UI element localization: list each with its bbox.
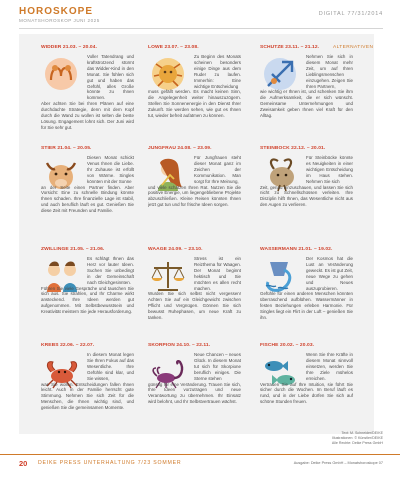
sign-text: Zeit, genau hinzuschauen, und lassen Sie sich nicht zu Schnellschüssen verleiten. Ihre Disziplin hilft Ihnen, das Wesentliche nicht aus den Augen zu verlieren.	[260, 184, 353, 208]
sign-card-virgo	[148, 146, 241, 233]
sign-title: FISCHE 20.02. – 20.03.	[260, 343, 315, 348]
sign-intro: Der Kosmos hat die Lust an Veränderung geweckt. Es ist gut Zeit, neue Wege zu gehen und Neues auszuprobieren.	[306, 256, 353, 291]
sign-text: Gefühle für einen anderen Menschen könnten überraschend aufblühen. Wassermänner in festen Beziehungen erleben Harmonie. Für Singles liegt ein Flirt in der Luft – genießen Sie ihn.	[260, 291, 353, 321]
sign-text: Führen Sie viele Gespräche und tauschen Sie sich aus. Sie strahlen, und Ihr Charme wirkt ansteckend. Ihre Ideen werden gut aufgenommen. Mit Selbstbewusstsein und Kreativität meistern Sie jede Herausforderung.	[41, 285, 134, 315]
sign-text: was Sie wollen. Entscheidungen fallen Ihnen leicht. Auch in der Familie herrscht gute Stimmung. Nehmen Sie sich Zeit für die Menschen, die Ihnen wichtig sind, und genießen Sie die gemeinsamen Momente.	[41, 381, 134, 411]
sign-title: WASSERMANN 21.01. – 19.02.	[260, 247, 333, 252]
sign-title: SKORPION 24.10. – 22.11.	[148, 343, 211, 348]
page-title: HOROSKOPE	[19, 6, 94, 17]
sign-title: STEINBOCK 22.12. – 20.01.	[260, 146, 326, 151]
sign-card-capricorn	[260, 146, 353, 233]
sign-text: Vertrauen Sie auf Ihre Intuition, sie führt Sie sicher durch die Wochen. Im Beruf läuft es rund, und in der Liebe dürfen Sie sich auf schöne Stunden freuen.	[260, 381, 353, 405]
sign-intro: Wenn Sie Ihre Kräfte in diesem Monat sinnvoll einsetzen, werden Sie Ihre Ziele mühelos erreichen.	[306, 352, 353, 381]
sign-intro: Neue Chancen – neues Glück. In diesem Monat tut sich für Skorpione beruflich einiges. Die Sterne stehen	[194, 352, 241, 381]
sign-card-taurus	[41, 146, 134, 233]
sign-card-libra	[148, 247, 241, 334]
footer-imprint: Ausgabe: Deike Press GmbH – Monatshoroskope 07	[293, 461, 383, 465]
page-number: 20	[19, 459, 28, 468]
sign-intro: Für Jungfrauen steht dieser Monat ganz im Zeichen der Kommunikation. Man sorgt für Ihre Meinung,	[194, 155, 241, 184]
sign-title: ZWILLINGE 21.05. – 21.06.	[41, 247, 105, 252]
credit-line: Text: M. Schneider/DEIKE	[341, 431, 383, 435]
sign-text: günstig für eine Veränderung. Trauen Sie sich, Ihre Ideen vorzutragen und neue Verantwortung zu übernehmen. Ihr Einsatz wird belohnt, und Ihr Selbstvertrauen wächst.	[148, 381, 241, 405]
sign-intro: Stress ist ein Reizthema für Waagen. Der Monat beginnt hektisch und Sie möchten es allen recht machen.	[194, 256, 241, 291]
sign-text: Aber achten Sie bei Ihren Plänen auf eine durchdachte Strategie, denn mit dem Kopf durch die Wand zu wollen ist selten die beste Lösung. Engagement lohnt sich. Der Juni wird für Sie sehr gut.	[41, 101, 134, 130]
sign-intro: In diesem Monat legen Sie Ihren Fokus auf das Wesentliche. Ihre Gefühle sind klar, und Sie wissen,	[87, 352, 134, 381]
sign-card-pisces	[260, 343, 353, 430]
page-subtitle: MONATSHOROSKOP JUNI 2025	[19, 18, 100, 23]
image-credits	[332, 431, 383, 446]
sign-text: und viele schätzen Ihren Rat. Nutzen Sie die positive Energie, um liegengebliebene Projekte abzuschließen. Kleine Reisen könnten Ihnen jetzt gut tun und für frische Ideen sorgen.	[148, 184, 241, 208]
sign-intro: Voller Tatendrang und kraftstrotzend stürmt das Widder-Kind in den Monat. Sie fühlen sich gut und haben das Gefühl, alles Große könnte zu Ihnen kommen.	[87, 54, 134, 101]
sign-title: LÖWE 23.07. – 23.08.	[148, 45, 199, 50]
header-issue-label: DIGITAL 77/31/2014	[318, 11, 383, 17]
sign-title: JUNGFRAU 24.08. – 23.09.	[148, 146, 212, 151]
sign-intro: Es schlägt Ihnen das Herz vor lauter Ideen. Suchen Sie unbedingt in der Gemeinschaft nach Gleichgesinnten.	[87, 256, 134, 285]
sign-title: KREBS 22.06. – 22.07.	[41, 343, 95, 348]
sign-text: Wurden Sie sich selbst nicht vergessen! Achten Sie auf ein Gleichgewicht zwischen Pflicht und Vergnügen. Gönnen Sie sich bewusst Ruhephasen, um neue Kraft zu tanken.	[148, 291, 241, 321]
sign-intro: Zu Beginn des Monats scheinen besonders einige Dinge aus dem Ruder zu laufen. Immerhin: Eine wichtige Entscheidung	[194, 54, 241, 89]
header-divider	[19, 28, 383, 29]
sidebar-label: ALTERNATIVEN	[333, 45, 374, 50]
credit-line: Illustrationen: © Künstler/DEIKE	[332, 436, 383, 440]
sign-card-scorpio	[148, 343, 241, 430]
sign-card-aquarius	[260, 247, 353, 334]
sign-title: SCHÜTZE 23.11. – 21.12.	[260, 45, 320, 50]
sign-title: STIER 21.04. – 20.05.	[41, 146, 92, 151]
sign-title: WIDDER 21.03. – 20.04.	[41, 45, 98, 50]
sign-card-cancer	[41, 343, 134, 430]
sign-text: wie wichtig er Ihnen ist, und schenken Sie ihm die Aufmerksamkeit, die er sich wünscht. Gemeinsame Unternehmungen und Zweisamkeit geben Ihnen viel Kraft für den Alltag.	[260, 89, 353, 119]
sign-text: muss gefällt werden. Es macht keinen Sinn, die Angelegenheit weiter hinauszuzögern. Stellen Sie Sonnenenergie in den Dienst Ihrer Zukunft. Sie werden sehen, wie gut es Ihnen tut, wieder befreit aufatmen zu können.	[148, 89, 241, 119]
footer-divider	[0, 454, 400, 455]
sign-title: WAAGE 24.09. – 23.10.	[148, 247, 203, 252]
sign-card-leo	[148, 45, 241, 132]
sign-intro: Nehmen Sie sich in diesem Monat mehr Zeit, um auf Ihren Lieblingsmenschen einzugehen. Zeigen Sie Ihren Partnern,	[306, 54, 353, 89]
sign-card-gemini	[41, 247, 134, 334]
sign-intro: Diesen Monat schickt Venus Ihnen die Liebe. Ihr Zuhause ist erfüllt von Wärme. Singles könnten mit der Sonne	[87, 155, 134, 184]
sign-intro: Für Steinböcke könnte es Neuigkeiten in einer wichtigen Entscheidung im Haus stehen. Nehmen Sie sich	[306, 155, 353, 184]
sign-card-aries	[41, 45, 134, 132]
page-header	[0, 0, 400, 28]
footer-publication: DEIKE PRESS UNTERHALTUNG 7/23 SOMMER	[38, 460, 182, 466]
sign-text: an der Seite einen Partner finden. Aber Vorsicht: Eine zu schnelle Bindung könnte Ihnen schaden. Ihre finanzielle Lage ist stabil, und auch beruflich läuft es gut. Genießen Sie diese Zeit mit Freunden und Familie.	[41, 184, 134, 214]
sign-card-sagittarius	[260, 45, 353, 132]
credit-line: Alle Rechte: Deike Press GmbH	[331, 441, 383, 445]
